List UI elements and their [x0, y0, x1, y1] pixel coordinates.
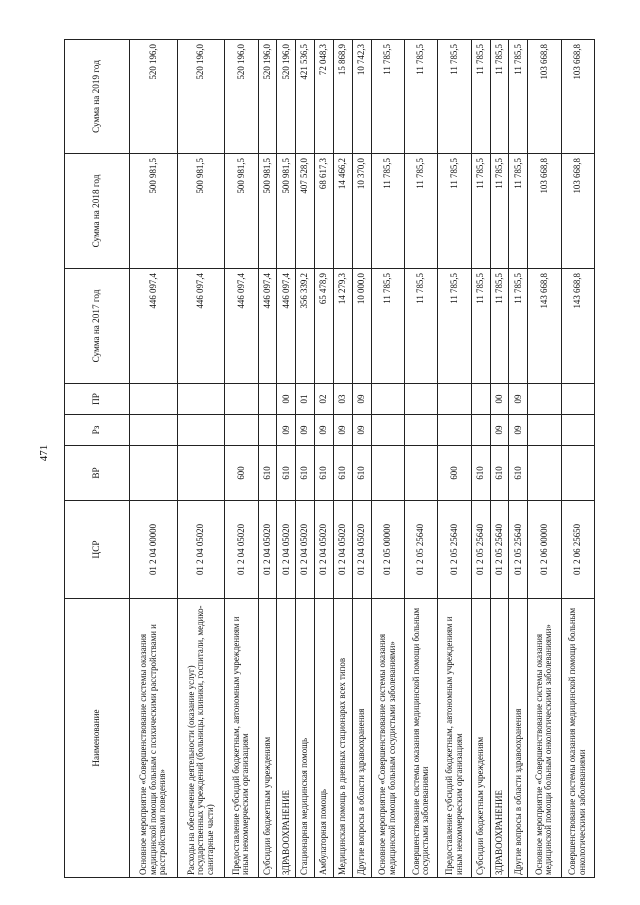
cell-name: Совершенствование системы оказания медицинской помощи больным сосудистыми заболеваниями: [405, 599, 438, 878]
cell-name: Субсидии бюджетным учреждениям: [258, 599, 277, 878]
cell-csr: 01 2 04 05020: [352, 501, 371, 599]
cell-sum-2018: 11 785,5: [471, 154, 490, 269]
cell-sum-2019: 15 868,9: [334, 40, 353, 154]
cell-csr: 01 2 05 25640: [471, 501, 490, 599]
cell-name: Другие вопросы в области здравоохранения: [352, 599, 371, 878]
cell-name: Медицинская помощь в дневных стационарах всех типов: [334, 599, 353, 878]
table-row: [296, 40, 315, 878]
cell-pr: [371, 384, 404, 415]
rotated-page-content: [64, 40, 595, 878]
cell-sum-2017: 143 668,8: [561, 269, 594, 384]
cell-sum-2018: 103 668,8: [528, 154, 561, 269]
cell-sum-2018: 407 528,0: [296, 154, 315, 269]
cell-name: Основное мероприятие «Совершенствование системы оказания медицинской помощи больным онкологическими заболеваниями»: [528, 599, 561, 878]
cell-pr: [561, 384, 594, 415]
cell-sum-2018: 500 981,5: [258, 154, 277, 269]
cell-sum-2019: 11 785,5: [471, 40, 490, 154]
cell-rz: 09: [509, 415, 528, 446]
cell-pr: 00: [490, 384, 509, 415]
cell-sum-2019: 11 785,5: [405, 40, 438, 154]
cell-vr: 610: [490, 446, 509, 501]
cell-sum-2019: 103 668,8: [561, 40, 594, 154]
cell-sum-2017: 11 785,5: [405, 269, 438, 384]
cell-csr: 01 2 05 25640: [405, 501, 438, 599]
cell-rz: [528, 415, 561, 446]
cell-sum-2017: 11 785,5: [371, 269, 404, 384]
cell-csr: 01 2 05 25640: [438, 501, 471, 599]
cell-name: Другие вопросы в области здравоохранения: [509, 599, 528, 878]
cell-rz: [438, 415, 471, 446]
cell-csr: 01 2 04 00000: [130, 501, 178, 599]
cell-sum-2019: 520 196,0: [130, 40, 178, 154]
table-row: [334, 40, 353, 878]
cell-sum-2017: 143 668,8: [528, 269, 561, 384]
cell-name: Предоставление субсидий бюджетным, автономным учреждениям и иным некоммерческим организациям: [225, 599, 258, 878]
cell-rz: 09: [490, 415, 509, 446]
cell-name: Амбулаторная помощь: [315, 599, 334, 878]
table-row: [225, 40, 258, 878]
cell-sum-2018: 103 668,8: [561, 154, 594, 269]
cell-pr: [130, 384, 178, 415]
table-row: [509, 40, 528, 878]
cell-sum-2019: 72 048,3: [315, 40, 334, 154]
table-row: [130, 40, 178, 878]
cell-csr: 01 2 04 05020: [258, 501, 277, 599]
table-row: [561, 40, 594, 878]
page-number: 471: [38, 444, 50, 462]
cell-csr: 01 2 04 05020: [277, 501, 296, 599]
cell-vr: 610: [315, 446, 334, 501]
cell-rz: [371, 415, 404, 446]
cell-vr: [177, 446, 225, 501]
cell-csr: 01 2 04 05020: [334, 501, 353, 599]
cell-vr: 610: [258, 446, 277, 501]
cell-sum-2018: 11 785,5: [405, 154, 438, 269]
cell-sum-2018: 11 785,5: [438, 154, 471, 269]
cell-vr: [405, 446, 438, 501]
table-row: [438, 40, 471, 878]
table-body: [130, 40, 595, 878]
header-rz: Рз: [65, 415, 130, 446]
cell-vr: [371, 446, 404, 501]
cell-csr: 01 2 04 05020: [296, 501, 315, 599]
cell-sum-2018: 500 981,5: [225, 154, 258, 269]
table-row: [352, 40, 371, 878]
cell-vr: [130, 446, 178, 501]
table-row: [371, 40, 404, 878]
cell-pr: 09: [509, 384, 528, 415]
cell-sum-2019: 520 196,0: [277, 40, 296, 154]
cell-rz: [258, 415, 277, 446]
cell-rz: 09: [334, 415, 353, 446]
cell-sum-2017: 11 785,5: [438, 269, 471, 384]
header-csr: ЦСР: [65, 501, 130, 599]
header-sum-2018: Сумма на 2018 год: [65, 154, 130, 269]
table-row: [177, 40, 225, 878]
cell-sum-2017: 11 785,5: [490, 269, 509, 384]
cell-name: Субсидии бюджетным учреждениям: [471, 599, 490, 878]
cell-sum-2019: 10 742,3: [352, 40, 371, 154]
cell-sum-2018: 14 466,2: [334, 154, 353, 269]
cell-pr: [177, 384, 225, 415]
cell-rz: [405, 415, 438, 446]
cell-sum-2019: 421 536,5: [296, 40, 315, 154]
cell-rz: [177, 415, 225, 446]
cell-name: ЗДРАВООХРАНЕНИЕ: [277, 599, 296, 878]
cell-sum-2017: 10 000,0: [352, 269, 371, 384]
cell-csr: 01 2 04 05020: [177, 501, 225, 599]
cell-sum-2019: 520 196,0: [225, 40, 258, 154]
table-row: [490, 40, 509, 878]
cell-pr: [258, 384, 277, 415]
cell-sum-2019: 11 785,5: [509, 40, 528, 154]
cell-rz: [225, 415, 258, 446]
cell-vr: [561, 446, 594, 501]
cell-name: Стационарная медицинская помощь: [296, 599, 315, 878]
cell-sum-2018: 11 785,5: [490, 154, 509, 269]
header-pr: ПР: [65, 384, 130, 415]
cell-csr: 01 2 06 25650: [561, 501, 594, 599]
header-vr: ВР: [65, 446, 130, 501]
cell-pr: 02: [315, 384, 334, 415]
header-sum-2019: Сумма на 2019 год: [65, 40, 130, 154]
cell-pr: [405, 384, 438, 415]
cell-vr: 610: [509, 446, 528, 501]
cell-rz: [561, 415, 594, 446]
cell-sum-2019: 11 785,5: [371, 40, 404, 154]
cell-sum-2018: 10 370,0: [352, 154, 371, 269]
table-row: [405, 40, 438, 878]
cell-vr: 600: [225, 446, 258, 501]
cell-pr: 03: [334, 384, 353, 415]
table-row: [277, 40, 296, 878]
cell-rz: [130, 415, 178, 446]
cell-sum-2018: 500 981,5: [130, 154, 178, 269]
cell-sum-2019: 520 196,0: [258, 40, 277, 154]
cell-pr: 01: [296, 384, 315, 415]
cell-sum-2018: 500 981,5: [177, 154, 225, 269]
cell-vr: 610: [471, 446, 490, 501]
cell-sum-2017: 446 097,4: [258, 269, 277, 384]
cell-sum-2017: 11 785,5: [471, 269, 490, 384]
cell-sum-2019: 520 196,0: [177, 40, 225, 154]
budget-table: [64, 39, 595, 878]
cell-name: Предоставление субсидий бюджетным, автономным учреждениям и иным некоммерческим организациям: [438, 599, 471, 878]
cell-pr: [471, 384, 490, 415]
cell-sum-2017: 356 339,2: [296, 269, 315, 384]
cell-sum-2019: 103 668,8: [528, 40, 561, 154]
cell-pr: [528, 384, 561, 415]
table-row: [471, 40, 490, 878]
cell-name: Основное мероприятие «Совершенствование системы оказания медицинской помощи больным с психическими расстройствами и расстройствами поведения»: [130, 599, 178, 878]
cell-sum-2018: 11 785,5: [371, 154, 404, 269]
cell-rz: 09: [277, 415, 296, 446]
cell-sum-2017: 446 097,4: [177, 269, 225, 384]
cell-sum-2018: 68 617,3: [315, 154, 334, 269]
cell-vr: 610: [277, 446, 296, 501]
cell-pr: [438, 384, 471, 415]
cell-csr: 01 2 06 00000: [528, 501, 561, 599]
table-header: [65, 40, 130, 878]
table-row: [258, 40, 277, 878]
cell-rz: 09: [296, 415, 315, 446]
cell-sum-2018: 11 785,5: [509, 154, 528, 269]
cell-vr: 610: [334, 446, 353, 501]
header-name: Наименование: [65, 599, 130, 878]
cell-pr: [225, 384, 258, 415]
cell-sum-2018: 500 981,5: [277, 154, 296, 269]
header-sum-2017: Сумма на 2017 год: [65, 269, 130, 384]
cell-csr: 01 2 04 05020: [225, 501, 258, 599]
cell-sum-2017: 446 097,4: [130, 269, 178, 384]
cell-sum-2017: 65 478,9: [315, 269, 334, 384]
cell-sum-2017: 11 785,5: [509, 269, 528, 384]
cell-vr: 600: [438, 446, 471, 501]
cell-name: Совершенствование системы оказания медицинской помощи больным онкологическими заболеваниями: [561, 599, 594, 878]
cell-sum-2019: 11 785,5: [490, 40, 509, 154]
cell-sum-2017: 446 097,4: [225, 269, 258, 384]
cell-csr: 01 2 05 00000: [371, 501, 404, 599]
cell-sum-2017: 446 097,4: [277, 269, 296, 384]
cell-vr: [528, 446, 561, 501]
cell-name: Расходы на обеспечение деятельности (оказание услуг) государственных учреждений (больницы, клиники, госпитали, медико-санитарные части): [177, 599, 225, 878]
cell-rz: 09: [315, 415, 334, 446]
cell-csr: 01 2 05 25640: [490, 501, 509, 599]
cell-name: Основное мероприятие «Совершенствование системы оказания медицинской помощи больным сосудистыми заболеваниями»: [371, 599, 404, 878]
cell-vr: 610: [352, 446, 371, 501]
cell-name: ЗДРАВООХРАНЕНИЕ: [490, 599, 509, 878]
cell-pr: 00: [277, 384, 296, 415]
cell-pr: 09: [352, 384, 371, 415]
cell-sum-2017: 14 279,3: [334, 269, 353, 384]
cell-rz: [471, 415, 490, 446]
cell-csr: 01 2 04 05020: [315, 501, 334, 599]
table-row: [528, 40, 561, 878]
table-row: [315, 40, 334, 878]
cell-sum-2019: 11 785,5: [438, 40, 471, 154]
cell-csr: 01 2 05 25640: [509, 501, 528, 599]
header-row: [65, 40, 130, 878]
cell-vr: 610: [296, 446, 315, 501]
cell-rz: 09: [352, 415, 371, 446]
